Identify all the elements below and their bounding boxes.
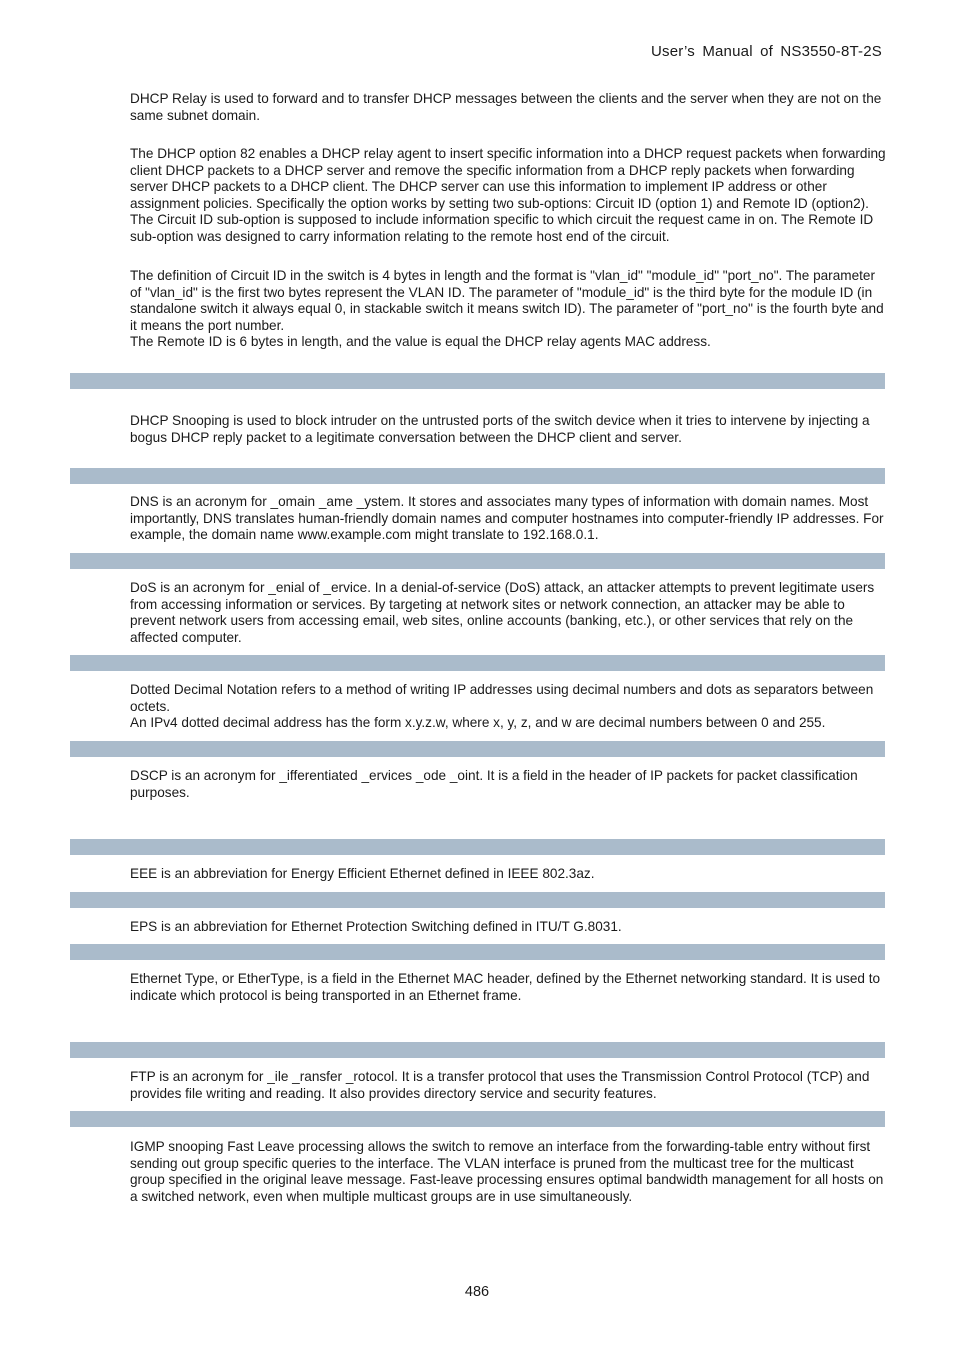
ethernet-type-paragraph: Ethernet Type, or EtherType, is a field in the Ethernet MAC header, defined by the Ethernet networking standard. It is used to indicate which protocol is being transported in an Ethernet frame.	[130, 971, 881, 1003]
dscp-paragraph: DSCP is an acronym for _ifferentiated _ervices _ode _oint. It is a field in the header of IP packets for packet classification purposes.	[130, 768, 858, 800]
section-bar-dscp	[70, 741, 885, 757]
section-bar-dotted-decimal	[70, 655, 885, 671]
dhcp-snooping-paragraph: DHCP Snooping is used to block intruder on the untrusted ports of the switch device when it tries to intervene by injecting a bogus DHCP reply packet to a legitimate conversation between the DHCP client and server.	[130, 413, 870, 445]
section-bar-dns	[70, 468, 885, 484]
eee-paragraph: EEE is an abbreviation for Energy Efficient Ethernet defined in IEEE 802.3az.	[130, 866, 595, 881]
dhcp-relay-paragraph-2: The DHCP option 82 enables a DHCP relay agent to insert specific information into a DHCP request packets when forwarding client DHCP packets to a DHCP server and remove the specific information from a DHCP reply packets when forwarding server DHCP packets to a DHCP client. The DHCP server can use this information to implement IP address or other assignment policies. Specifically the option works by setting two sub-options: Circuit ID (option 1) and Remote ID (option2). The Circuit ID sub-option is supposed to include information specific to which circuit the request came in on. The Remote ID sub-option was designed to carry information relating to the remote host end of the circuit.	[130, 146, 886, 244]
dhcp-relay-paragraph-3: The definition of Circuit ID in the switch is 4 bytes in length and the format is "vlan_id" "module_id" "port_no". The parameter of "vlan_id" is the first two bytes represent the VLAN ID. The parameter of "module_id" is the third byte for the module ID (in standalone switch it always equal 0, in stackable switch it means switch ID). The parameter of "port_no" is the fourth byte and it means the port number. The Remote ID is 6 bytes in length, and the value is equal the DHCP relay agents MAC address.	[130, 268, 884, 350]
dos-paragraph: DoS is an acronym for _enial of _ervice. In a denial-of-service (DoS) attack, an attacker attempts to prevent legitimate users from accessing information or services. By targeting at network sites or network connection, an attacker may be able to prevent network users from accessing email, web sites, online accounts (banking, etc.), or other services that rely on the affected computer.	[130, 580, 875, 645]
section-bar-fast-leave	[70, 1111, 885, 1127]
section-bar-ftp	[70, 1042, 885, 1058]
section-bar-ethernet-type	[70, 944, 885, 960]
fast-leave-paragraph: IGMP snooping Fast Leave processing allows the switch to remove an interface from the forwarding-table entry without first sending out group specific queries to the interface. The VLAN interface is pruned from the multicast tree for the multicast group specified in the original leave message. Fast-leave processing ensures optimal bandwidth management for all hosts on a switched network, even when multiple multicast groups are in use simultaneously.	[130, 1139, 884, 1204]
eps-paragraph: EPS is an abbreviation for Ethernet Protection Switching defined in ITU/T G.8031.	[130, 919, 622, 934]
ftp-paragraph: FTP is an acronym for _ile _ransfer _rotocol. It is a transfer protocol that uses the Transmission Control Protocol (TCP) and provides file writing and reading. It also provides directory service and security features.	[130, 1069, 870, 1101]
section-bar-eps	[70, 892, 885, 908]
dns-paragraph: DNS is an acronym for _omain _ame _ystem. It stores and associates many types of information with domain names. Most importantly, DNS translates human-friendly domain names and computer hostnames into computer-friendly IP addresses. For example, the domain name www.example.com might translate to 192.168.0.1.	[130, 494, 884, 543]
section-bar-dos	[70, 553, 885, 569]
dotted-decimal-paragraph: Dotted Decimal Notation refers to a method of writing IP addresses using decimal numbers and dots as separators between octets. An IPv4 dotted decimal address has the form x.y.z.w, where x, y, z, and w are decimal numbers between 0 and 255.	[130, 682, 874, 731]
section-bar-eee	[70, 839, 885, 855]
section-bar-dhcp-snooping	[70, 373, 885, 389]
page-number: 486	[464, 1284, 490, 1300]
page-header: User’s Manual of NS3550-8T-2S	[650, 43, 882, 60]
dhcp-relay-paragraph-1: DHCP Relay is used to forward and to transfer DHCP messages between the clients and the server when they are not on the same subnet domain.	[130, 91, 882, 123]
